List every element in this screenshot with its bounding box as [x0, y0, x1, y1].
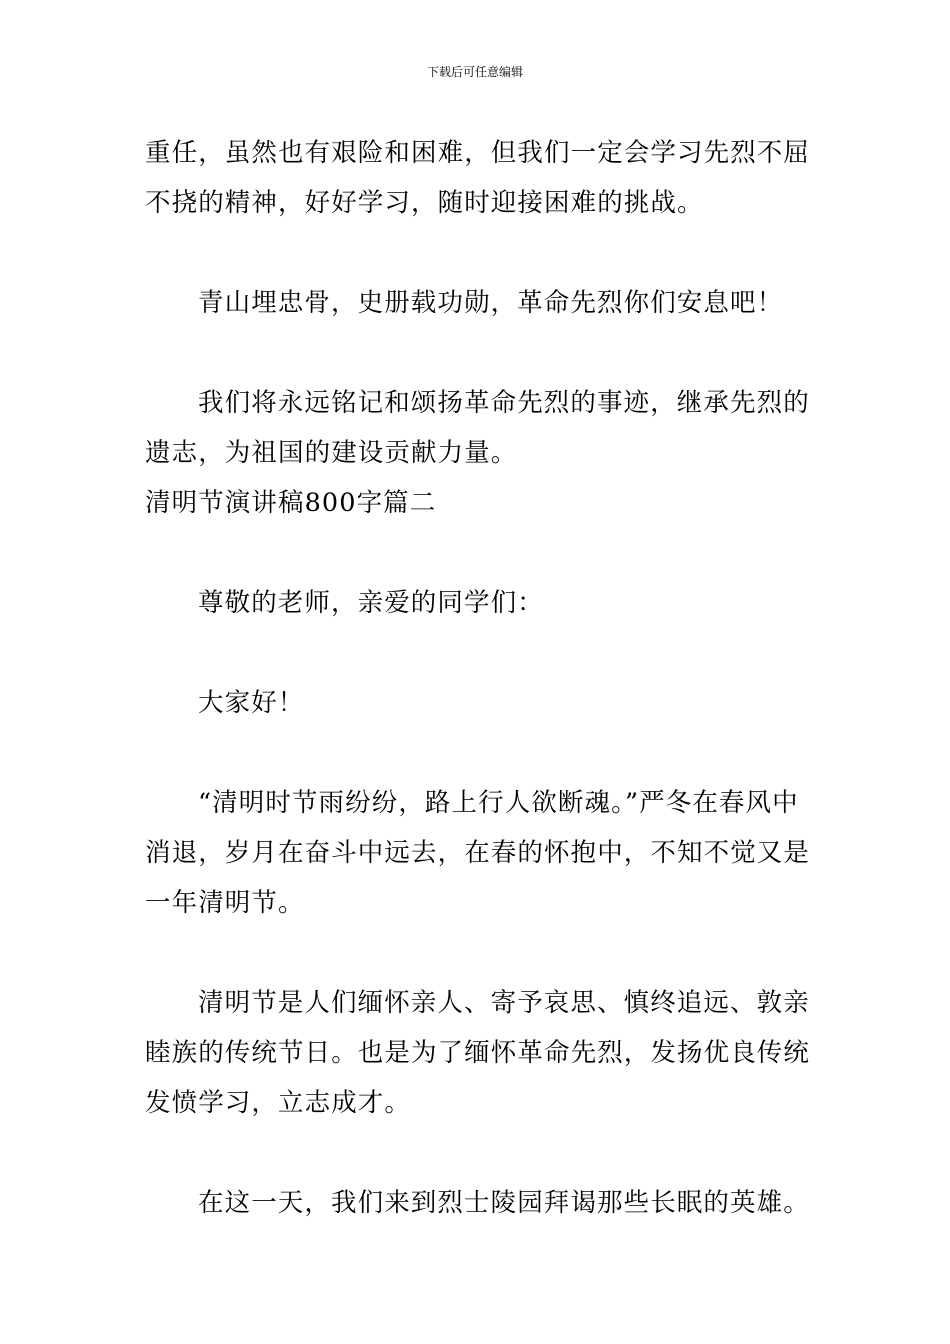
paragraph-1: 重任，虽然也有艰险和困难，但我们一定会学习先烈不屈不挠的精神，好好学习，随时迎接困难的挑战。: [145, 138, 811, 218]
paragraph-2: 青山埋忠骨，史册载功勋，革命先烈你们安息吧！: [198, 288, 784, 318]
page-header-note: 下载后可任意编辑: [426, 65, 523, 79]
paragraph-8: 在这一天，我们来到烈士陵园拜谒那些长眠的英雄。: [198, 1188, 810, 1218]
document-body: [145, 128, 815, 1228]
paragraph-7: 清明节是人们缅怀亲人、寄予哀思、慎终追远、敦亲睦族的传统节日。也是为了缅怀革命先烈，发扬优良传统发愤学习，立志成才。: [145, 988, 811, 1118]
section-heading: 清明节演讲稿800字篇二: [145, 488, 437, 518]
paragraph-6: “清明时节雨纷纷，路上行人欲断魂。”严冬在春风中消退，岁月在奋斗中远去，在春的怀抱中，不知不觉又是一年清明节。: [145, 788, 811, 918]
paragraph-5: 大家好！: [198, 688, 305, 718]
paragraph-3: 我们将永远铭记和颂扬革命先烈的事迹，继承先烈的遗志，为祖国的建设贡献力量。: [145, 388, 810, 468]
paragraph-4: 尊敬的老师，亲爱的同学们：: [198, 588, 544, 618]
